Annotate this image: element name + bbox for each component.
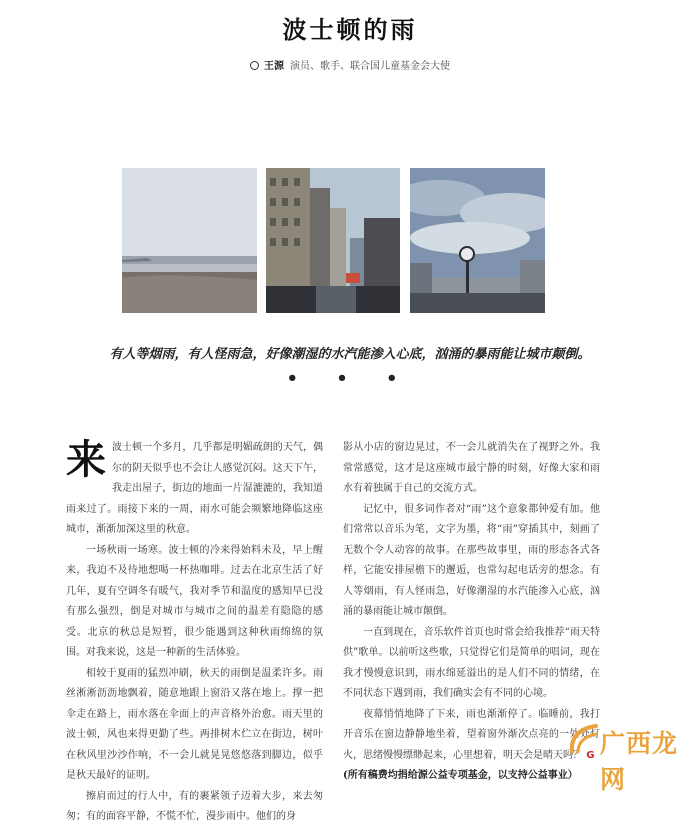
drop-cap: 来 <box>66 436 106 483</box>
pull-quote: 有人等烟雨，有人怪雨急，好像潮湿的水汽能渗入心底，汹涌的暴雨能让城市颠倒。 <box>109 347 591 362</box>
circle-icon <box>250 61 259 70</box>
article-title: 波士顿的雨 <box>282 15 418 44</box>
paragraph: 影从小店的窗边晃过，不一会儿就消失在了视野之外。我常常感觉，这才是这座城市最宁静的时刻，好像大家和雨水有着独属于自己的交流方式。 <box>343 442 600 494</box>
paragraph: 擦肩而过的行人中，有的裹紧领子迈着大步，来去匆匆；有的面容平静，不慌不忙，漫步雨中。他们的身 <box>66 790 323 822</box>
photo-clock-clouds <box>410 168 545 313</box>
photo-seaside <box>122 168 257 313</box>
paragraph: 相较于夏雨的猛烈冲刷，秋天的雨倒是温柔许多。雨丝淅淅沥沥地飘着，随意地跟上窗沿又落在地上。撑一把伞走在路上，雨水落在伞面上的声音格外治愈。雨天里的波士顿，风也来得更勤了些。两排树木伫立在街边，树叶在秋风里沙沙作响，不一会儿就晃晃悠悠落到脚边，似乎是秋天最好的证明。 <box>66 667 323 781</box>
paragraph <box>343 705 600 767</box>
author-roles: 演员、歌手、联合国儿童基金会大使 <box>290 61 450 72</box>
watermark-logo-icon <box>566 722 602 758</box>
paragraph: 一直到现在，音乐软件首页也时常会给我推荐“雨天特供”歌单。以前听这些歌，只觉得它们是简单的唱词，现在我才慢慢意识到，雨水绵延溢出的是人们不同的情绪，在不同状态下遇到雨，我们确实会有不同的心境。 <box>343 626 600 699</box>
paragraph: 记忆中，很多词作者对“雨”这个意象都钟爱有加。他们常常以音乐为笔，文字为墨，将“雨”穿插其中，刻画了无数个令人动容的故事。在那些故事里，雨的形态各式各样，它能安排屋檐下的邂逅，也常勾起电话旁的想念。有人等烟雨，有人怪雨急，好像潮湿的水汽能渗入心底，汹涌的暴雨能让城市颠倒。 <box>343 503 600 617</box>
paragraph-text: 波士顿一个多月，几乎都是明媚疏朗的天气，偶尔的阴天似乎也不会让人感觉沉闷。这天下午，我走出屋子，街边的地面一片湿漉漉的，我知道雨来过了。雨接下来的一周，雨水可能会频繁地降临这座城市，渐渐加深这里的秋意。 <box>66 442 323 535</box>
author-name: 王源 <box>264 61 284 72</box>
photo-rainy-street <box>266 168 400 313</box>
article-right-column <box>343 438 600 787</box>
watermark-text: 广西龙网 <box>600 729 679 794</box>
paragraph-text: 夜幕悄悄地降了下来，雨也渐渐停了。临睡前，我打开音乐在窗边静静地坐着，望着窗外渐次点亮的一处处灯火，思绪慢慢缥缈起来，心里想着，明天会是晴天吗？ <box>343 708 600 761</box>
end-mark: G <box>586 749 595 761</box>
article-left-column <box>66 438 323 828</box>
section-separator: • • • <box>286 368 414 389</box>
donation-note: (所有稿费均捐给源公益专项基金，以支持公益事业） <box>343 770 578 781</box>
paragraph <box>66 438 323 541</box>
watermark <box>566 718 686 794</box>
byline <box>0 57 700 72</box>
paragraph: 一场秋雨一场寒。波士顿的冷来得始料未及，早上醒来，我迫不及待地想喝一杯热咖啡。过去在北京生活了好几年，夏有空调冬有暖气，我对季节和温度的感知早已没有那么强烈，倒是对城市与城市之间的温差有隐隐的感受。北京的秋总是短暂，很少能遇到这种秋雨绵绵的氛围。对我来说，这是一种新的生活体验。 <box>66 544 323 658</box>
